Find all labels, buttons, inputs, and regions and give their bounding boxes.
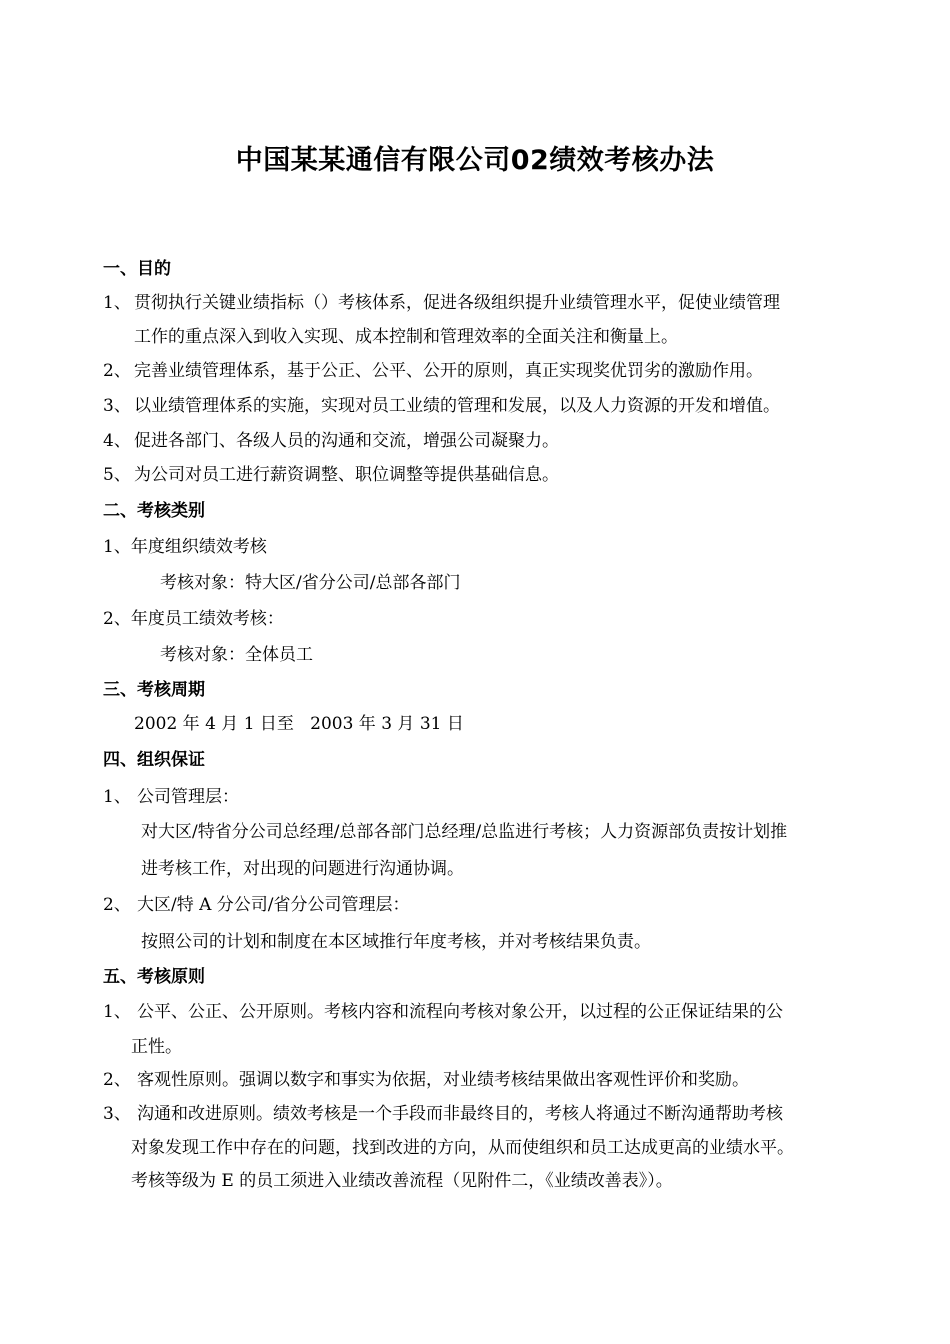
list-item-text: 大区/特 A 分公司/省分公司管理层： [137,895,410,915]
list-item-text: 完善业绩管理体系，基于公正、公平、公开的原则，真正实现奖优罚劣的激励作用。 [134,361,763,381]
list-item-text: 公司管理层： [137,787,239,807]
list-item-text: 促进各部门、各级人员的沟通和交流，增强公司凝聚力。 [134,431,559,451]
list-item-number: 2、 [103,1070,131,1090]
list-item-text: 工作的重点深入到收入实现、成本控制和管理效率的全面关注和衡量上。 [134,327,678,347]
list-item-text: 沟通和改进原则。绩效考核是一个手段而非最终目的，考核人将通过不断沟通帮助考核 [137,1104,783,1124]
list-item-number: 4、 [103,431,131,451]
assessment-period: 2002 年 4 月 1 日至 2003 年 3 月 31 日 [134,714,464,734]
list-item-number: 1、 [103,293,131,313]
category-detail: 考核对象：全体员工 [160,645,313,665]
section-heading-principles: 五、考核原则 [103,967,205,987]
list-item-text: 为公司对员工进行薪资调整、职位调整等提供基础信息。 [134,465,559,485]
list-item-continuation: 对象发现工作中存在的问题，找到改进的方向，从而使组织和员工达成更高的业绩水平。 [131,1138,794,1158]
list-item-number: 3、 [103,396,131,416]
list-item-text: 公平、公正、公开原则。考核内容和流程向考核对象公开，以过程的公正保证结果的公 [137,1002,783,1022]
category-item: 1、年度组织绩效考核 [103,537,267,557]
list-item-number: 3、 [103,1104,131,1124]
category-detail: 考核对象：特大区/省分公司/总部各部门 [160,573,461,593]
list-item-number: 1、 [103,787,131,807]
document-title: 中国某某通信有限公司02绩效考核办法 [235,145,715,176]
list-item-number: 2、 [103,361,131,381]
list-item-detail: 进考核工作，对出现的问题进行沟通协调。 [141,859,464,879]
category-item: 2、年度员工绩效考核： [103,609,284,629]
section-heading-categories: 二、考核类别 [103,501,205,521]
list-item-number: 2、 [103,895,131,915]
section-heading-organization: 四、组织保证 [103,750,205,770]
list-item-text: 以业绩管理体系的实施，实现对员工业绩的管理和发展，以及人力资源的开发和增值。 [134,396,780,416]
list-item-detail: 对大区/特省分公司总经理/总部各部门总经理/总监进行考核；人力资源部负责按计划推 [141,822,788,842]
list-item-continuation: 正性。 [131,1037,182,1057]
list-item-number: 1、 [103,1002,131,1022]
section-heading-period: 三、考核周期 [103,680,205,700]
section-heading-purpose: 一、目的 [103,259,171,279]
list-item-text: 客观性原则。强调以数字和事实为依据，对业绩考核结果做出客观性评价和奖励。 [137,1070,749,1090]
list-item-text: 贯彻执行关键业绩指标（）考核体系，促进各级组织提升业绩管理水平，促使业绩管理 [134,293,780,313]
list-item-detail: 按照公司的计划和制度在本区域推行年度考核，并对考核结果负责。 [141,932,651,952]
list-item-number: 5、 [103,465,131,485]
list-item-continuation: 考核等级为 E 的员工须进入业绩改善流程（见附件二，《业绩改善表》）。 [131,1171,673,1191]
